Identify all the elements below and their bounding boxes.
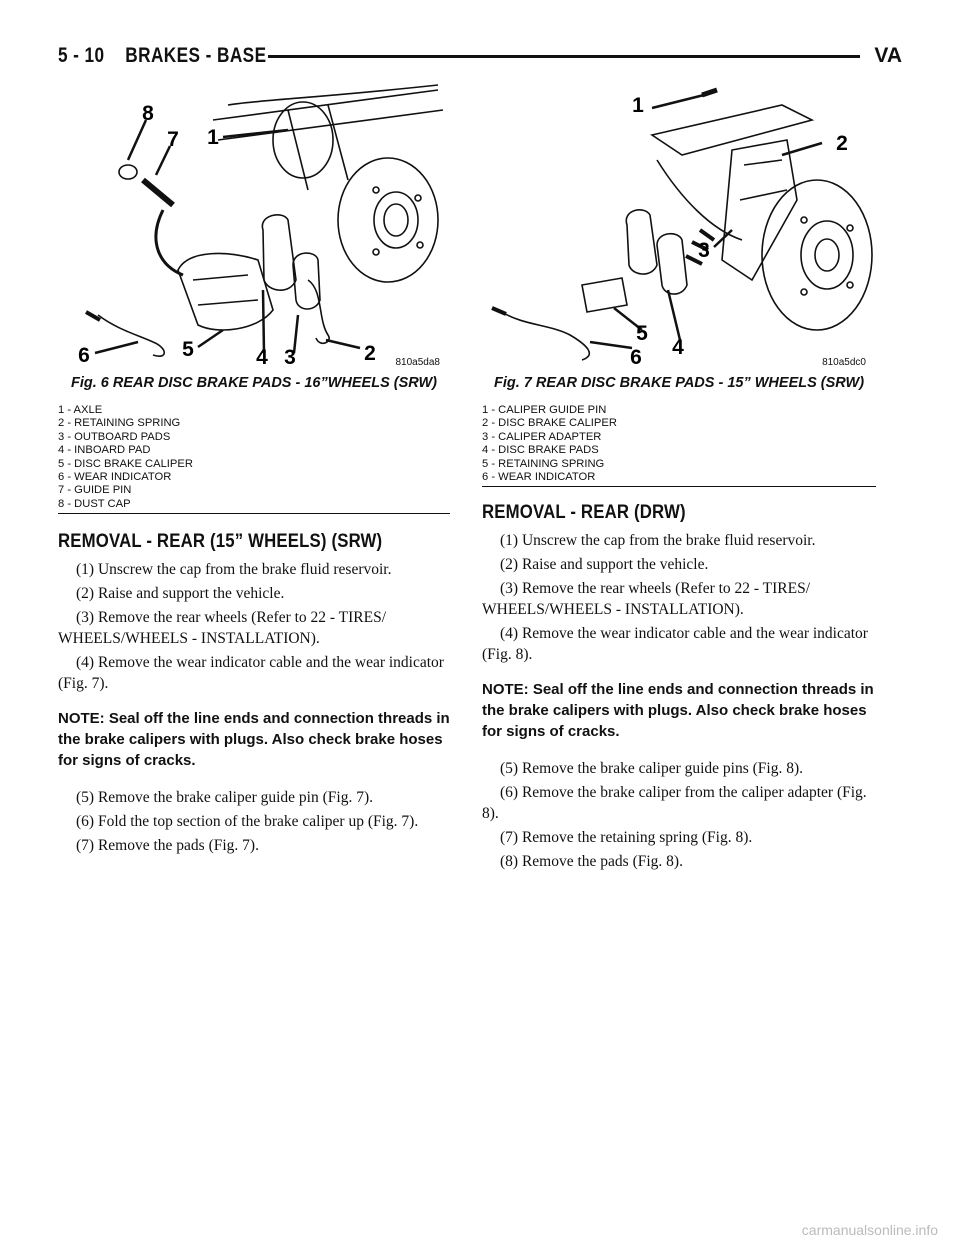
callout-2: 2 — [836, 132, 848, 155]
legend-item: 5 - DISC BRAKE CALIPER — [58, 457, 193, 470]
left-column — [58, 80, 450, 859]
legend-item: 1 - CALIPER GUIDE PIN — [482, 404, 607, 416]
section-title: REMOVAL - REAR (15” WHEELS) (SRW) — [58, 530, 383, 553]
figure-legend — [482, 404, 876, 487]
callout-1: 1 — [632, 94, 644, 117]
brake-pads-15-illustration — [482, 80, 876, 370]
procedure-step: (5) Remove the brake caliper guide pin (Fig. 7). — [76, 789, 373, 807]
figure-legend — [58, 404, 450, 514]
header-rule — [268, 55, 860, 58]
callout-1: 1 — [207, 126, 219, 149]
figure-7 — [482, 80, 876, 370]
legend-item: 3 - CALIPER ADAPTER — [482, 430, 602, 443]
callout-6: 6 — [78, 344, 90, 367]
callout-5: 5 — [636, 322, 648, 345]
callout-6: 6 — [630, 346, 642, 369]
procedure-step: (6) Remove the brake caliper from the caliper adapter (Fig. 8). — [482, 784, 867, 823]
procedure-step: (5) Remove the brake caliper guide pins (Fig. 8). — [500, 760, 804, 778]
figure-caption: Fig. 7 REAR DISC BRAKE PADS - 15” WHEELS (SRW) — [493, 375, 865, 391]
procedure-step: (3) Remove the rear wheels (Refer to 22 - TIRES/ WHEELS/WHEELS - INSTALLATION). — [58, 609, 387, 648]
legend-item: 6 - WEAR INDICATOR — [58, 471, 172, 484]
section-title: REMOVAL - REAR (DRW) — [482, 501, 686, 524]
legend-item: 7 - GUIDE PIN — [58, 484, 132, 497]
figure-6 — [58, 80, 450, 370]
legend-item: 1 - AXLE — [58, 404, 103, 416]
legend-item: 3 - OUTBOARD PADS — [58, 430, 171, 443]
procedure-step: (2) Raise and support the vehicle. — [500, 556, 709, 574]
callout-2: 2 — [364, 342, 376, 365]
legend-item: 2 - RETAINING SPRING — [58, 417, 181, 430]
legend-item: 4 - INBOARD PAD — [58, 444, 151, 457]
legend-item: 4 - DISC BRAKE PADS — [482, 444, 599, 457]
callout-7: 7 — [167, 128, 179, 151]
legend-item: 2 - DISC BRAKE CALIPER — [482, 417, 617, 430]
callout-3: 3 — [698, 239, 710, 262]
page-header — [58, 44, 902, 76]
legend-item: 5 - RETAINING SPRING — [482, 457, 605, 470]
page-number-section: 5 - 10 BRAKES - BASE — [58, 44, 267, 67]
procedure-step: (4) Remove the wear indicator cable and the wear indicator (Fig. 8). — [482, 625, 868, 664]
procedure-step: (6) Fold the top section of the brake caliper up (Fig. 7). — [76, 813, 419, 831]
note-text: NOTE: Seal off the line ends and connection threads in the brake calipers with plugs. Also check brake hoses for signs of cracks. — [482, 681, 874, 741]
figure-caption: Fig. 6 REAR DISC BRAKE PADS - 16”WHEELS (SRW) — [70, 375, 438, 391]
note-text: NOTE: Seal off the line ends and connection threads in the brake calipers with plugs. Also check brake hoses for signs of cracks. — [58, 710, 450, 770]
procedure-step: (4) Remove the wear indicator cable and the wear indicator (Fig. 7). — [58, 654, 444, 693]
procedure-step: (3) Remove the rear wheels (Refer to 22 - TIRES/ WHEELS/WHEELS - INSTALLATION). — [482, 580, 811, 619]
procedure-step: (7) Remove the retaining spring (Fig. 8). — [500, 829, 753, 847]
model-code: VA — [874, 44, 902, 67]
callout-4: 4 — [256, 346, 268, 369]
procedure-step: (8) Remove the pads (Fig. 8). — [500, 853, 683, 871]
figure-id: 810a5da8 — [395, 357, 440, 368]
legend-item: 6 - WEAR INDICATOR — [482, 471, 596, 484]
procedure-step: (1) Unscrew the cap from the brake fluid reservoir. — [500, 532, 816, 550]
legend-item: 8 - DUST CAP — [58, 497, 131, 510]
callout-4: 4 — [672, 336, 684, 359]
callout-5: 5 — [182, 338, 194, 361]
watermark[interactable]: carmanualsonline.info — [801, 1222, 938, 1238]
callout-3: 3 — [284, 346, 296, 369]
right-column — [482, 80, 876, 875]
procedure-step: (2) Raise and support the vehicle. — [76, 585, 285, 603]
procedure-step: (7) Remove the pads (Fig. 7). — [76, 837, 259, 855]
callout-8: 8 — [142, 102, 154, 125]
procedure-step: (1) Unscrew the cap from the brake fluid reservoir. — [76, 561, 392, 579]
figure-id: 810a5dc0 — [822, 357, 866, 368]
brake-pads-16-illustration — [58, 80, 450, 370]
